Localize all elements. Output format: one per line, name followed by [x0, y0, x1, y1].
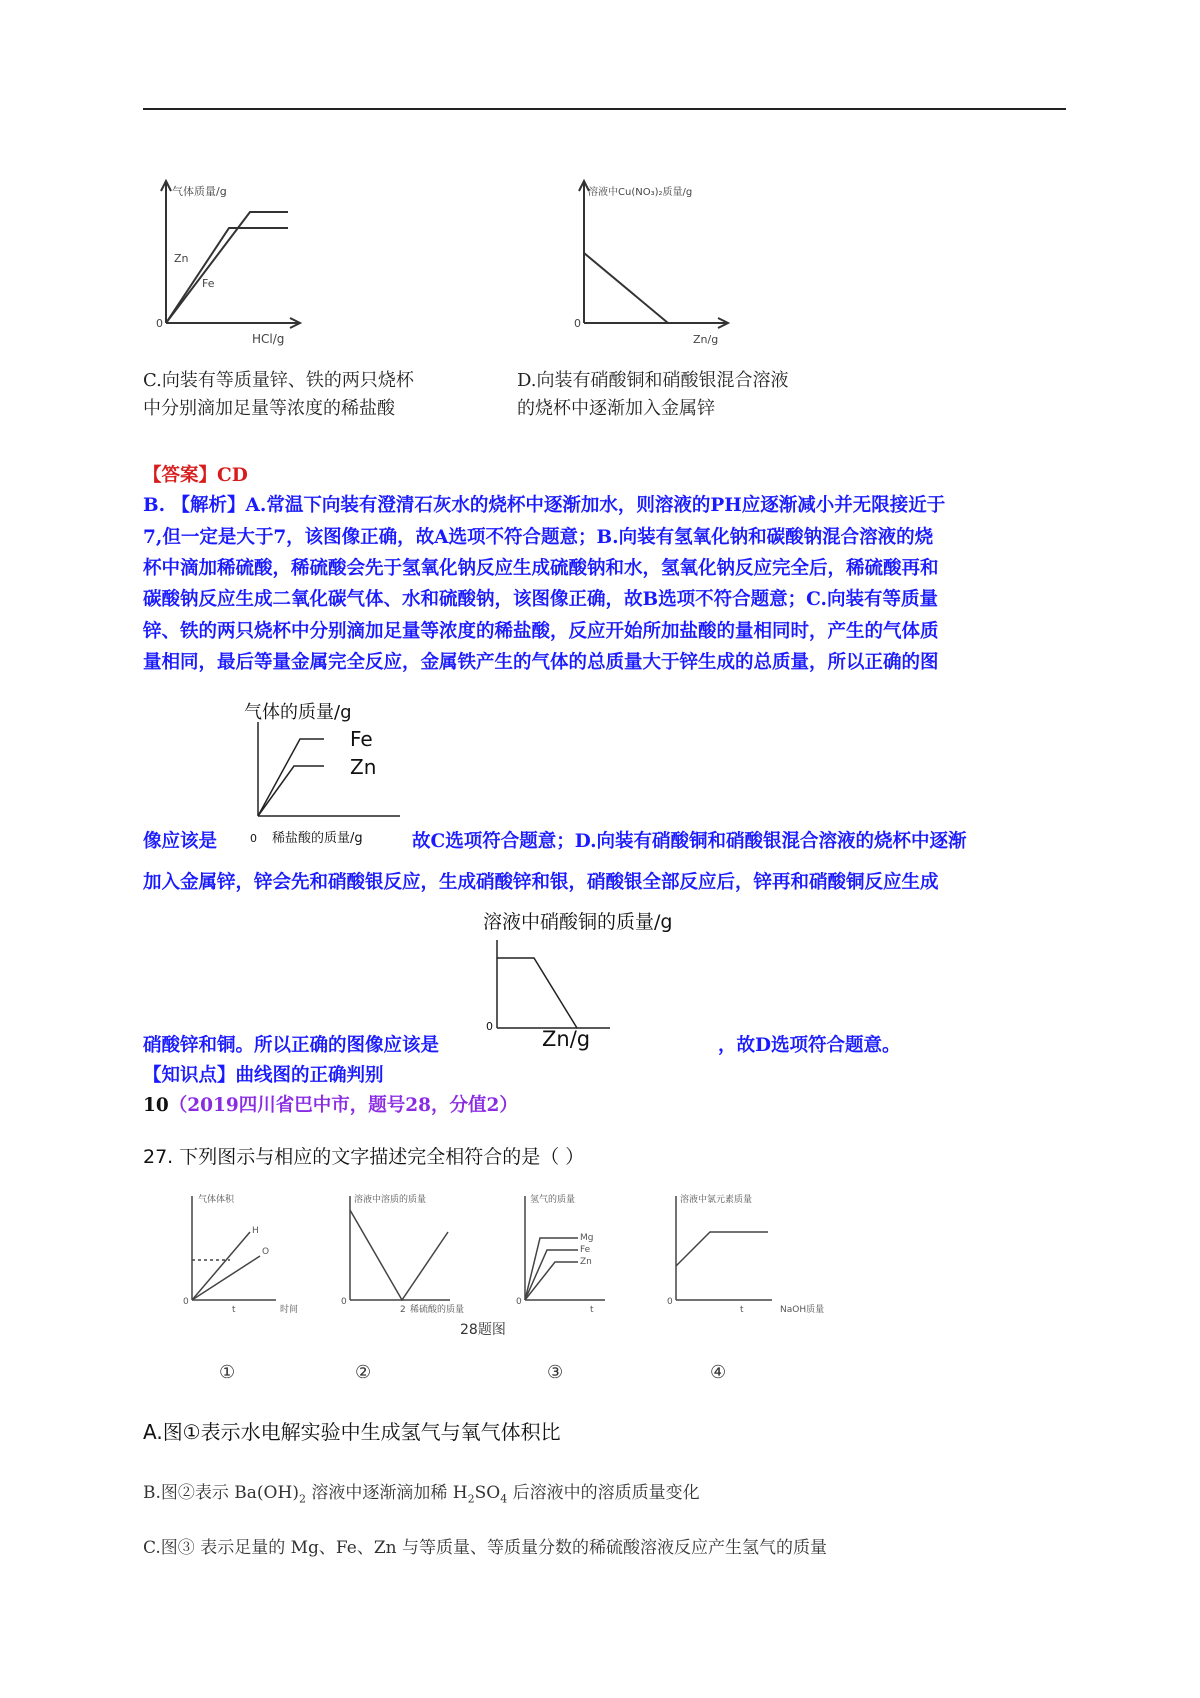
- fig3-y-label: 氢气的质量: [530, 1195, 576, 1205]
- fig2-x-label: 稀硫酸的质量: [410, 1305, 465, 1315]
- cu-line: [497, 958, 577, 1028]
- figure-28-caption: 28题图: [460, 1322, 506, 1338]
- fe-line: [258, 739, 324, 816]
- origin-label: 0: [486, 1020, 493, 1033]
- fig4-x-label: NaOH质量: [780, 1305, 825, 1315]
- header-rule: [143, 108, 1066, 110]
- option-a: A.图①表示水电解实验中生成氢气与氧气体积比: [143, 1420, 561, 1444]
- analysis-line-9a: 硝酸锌和铜。所以正确的图像应该是: [143, 1035, 440, 1056]
- fe-label: Fe: [202, 277, 215, 290]
- x-label: 稀盐酸的质量/g: [272, 831, 363, 846]
- fig1-origin: 0: [183, 1297, 189, 1307]
- figure-d2-chart: [480, 902, 730, 1054]
- zn-label: Zn: [174, 252, 189, 265]
- question-10-header: [143, 1093, 518, 1119]
- analysis-line-5: 锌、铁的两只烧杯中分别滴加足量等浓度的稀盐酸，反应开始所加盐酸的量相同时，产生的气体质: [143, 621, 939, 642]
- analysis-line-9b: ，故D选项符合题意。: [718, 1035, 901, 1056]
- origin-label: 0: [250, 832, 257, 845]
- option-b: B.图②表示 $Ba(OH)_2$ 溶液中逐渐滴加稀 $H_2SO_4$ 后溶液中的溶质质量变化: [143, 1483, 700, 1506]
- fig3-fe-label: Fe: [580, 1245, 591, 1255]
- fig4-line: [676, 1232, 768, 1266]
- knowledge-label: 【知识点】: [143, 1065, 236, 1086]
- fig4-y-label: 溶液中氯元素质量: [680, 1195, 753, 1205]
- answer-label: 【答案】: [143, 465, 218, 486]
- fig3-zn-label: Zn: [580, 1257, 592, 1267]
- fig1-x-label: 时间: [280, 1305, 299, 1315]
- origin-label: 0: [156, 317, 163, 330]
- analysis-line-8: 加入金属锌，锌会先和硝酸银反应，生成硝酸锌和银，硝酸银全部反应后，锌再和硝酸铜反应生成: [143, 872, 939, 893]
- origin-label: 0: [574, 317, 581, 330]
- figure-d-chart: [568, 175, 743, 355]
- analysis-line-1: B. 【解析】A.常温下向装有澄清石灰水的烧杯中逐渐加水，则溶液的PH应逐渐减小并无限接近于: [143, 495, 946, 516]
- answer-line: [143, 463, 248, 489]
- fig1-tick: t: [232, 1305, 236, 1315]
- figure-28-group: [180, 1188, 880, 1348]
- y-label: 气体质量/g: [172, 185, 227, 198]
- analysis-line-6: 量相同，最后等量金属完全反应，金属铁产生的气体的总质量大于锌生成的总质量，所以正确的图: [143, 652, 939, 673]
- caption-c: C.向装有等质量锌、铁的两只烧杯 中分别滴加足量等浓度的稀盐酸: [143, 370, 414, 419]
- answer-value: CD: [217, 465, 248, 486]
- figure-c2-chart: [238, 698, 418, 848]
- zn-label: Zn: [350, 755, 377, 779]
- fe-label: Fe: [350, 727, 373, 751]
- figure-c-chart: [150, 175, 310, 355]
- x-label: Zn/g: [693, 333, 719, 346]
- question-27: 27. 下列图示与相应的文字描述完全相符合的是（ ）: [143, 1146, 585, 1168]
- x-label: HCl/g: [252, 332, 285, 346]
- fig1-o-label: O: [262, 1247, 270, 1257]
- zn-line: [258, 766, 324, 816]
- caption-d: D.向装有硝酸铜和硝酸银混合溶液 的烧杯中逐渐加入金属锌: [517, 370, 789, 419]
- x-label: Zn/g: [542, 1027, 591, 1051]
- fig2-y-label: 溶液中溶质的质量: [354, 1195, 427, 1205]
- y-label: 溶液中硝酸铜的质量/g: [483, 911, 673, 933]
- fig1-h-line: [192, 1232, 250, 1300]
- fig2-line: [350, 1210, 448, 1300]
- fig1-h-label: H: [252, 1226, 259, 1236]
- fig3-origin: 0: [516, 1297, 522, 1307]
- fig2-origin: 0: [341, 1297, 347, 1307]
- option-c: C.图③ 表示足量的 Mg、Fe、Zn 与等质量、等质量分数的稀硫酸溶液反应产生氢气的质量: [143, 1538, 827, 1558]
- fig4-tick: t: [740, 1305, 744, 1315]
- analysis-line-2: 7,但一定是大于7，该图像正确，故A选项不符合题意；B.向装有氢氧化钠和碳酸钠混合溶液的烧: [143, 527, 934, 548]
- knowledge-line: [143, 1063, 384, 1089]
- fig1-o-line: [192, 1256, 260, 1300]
- fig-number-2: ②: [355, 1362, 372, 1383]
- analysis-line-4: 碳酸钠反应生成二氧化碳气体、水和硫酸钠，该图像正确，故B选项不符合题意；C.向装有等质量: [143, 589, 938, 610]
- analysis-line-3: 杯中滴加稀硫酸，稀硫酸会先于氢氧化钠反应生成硫酸钠和水，氢氧化钠反应完全后，稀硫酸再和: [143, 558, 939, 579]
- fig3-fe-line: [525, 1250, 578, 1300]
- cu-line: [584, 253, 668, 323]
- fig4-origin: 0: [667, 1297, 673, 1307]
- fig3-tick: t: [590, 1305, 594, 1315]
- analysis-line-7a: 像应该是: [143, 831, 218, 852]
- fig2-tick: 2: [400, 1305, 406, 1315]
- fig-number-3: ③: [547, 1362, 564, 1383]
- fig-number-4: ④: [710, 1362, 727, 1383]
- y-label: 溶液中Cu(NO₃)₂质量/g: [588, 187, 693, 198]
- fig3-mg-label: Mg: [580, 1233, 594, 1243]
- knowledge-value: 曲线图的正确判别: [235, 1065, 384, 1086]
- question-source: （2019四川省巴中市，题号28，分值2）: [168, 1095, 518, 1116]
- y-label: 气体的质量/g: [244, 702, 352, 723]
- fig-number-1: ①: [219, 1362, 236, 1383]
- fig1-y-label: 气体体积: [198, 1195, 235, 1205]
- analysis-line-7b: 故C选项符合题意；D.向装有硝酸铜和硝酸银混合溶液的烧杯中逐渐: [412, 831, 967, 852]
- question-number: 10: [143, 1095, 169, 1116]
